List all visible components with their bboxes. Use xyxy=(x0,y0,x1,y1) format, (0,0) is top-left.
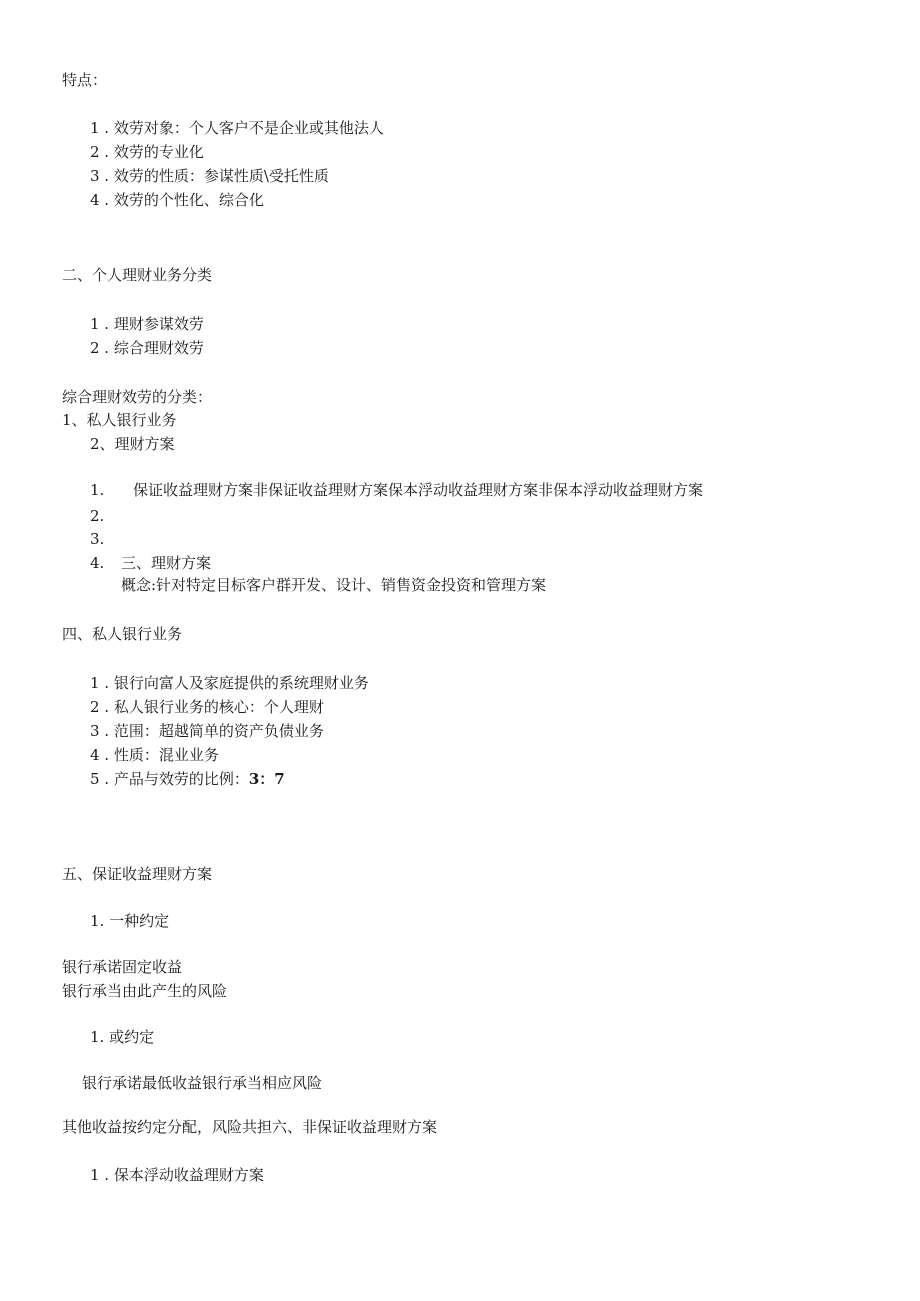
list-item: 4 . 性质：混业业务 xyxy=(90,746,219,764)
list-item: 3 . 效劳的性质：参谋性质\受托性质 xyxy=(90,167,329,185)
section-heading: 四、私人银行业务 xyxy=(62,625,183,643)
list-item: 保证收益理财方案非保证收益理财方案保本浮动收益理财方案非保本浮动收益理财方案 xyxy=(133,481,704,499)
list-marker: 2. xyxy=(90,507,105,525)
list-item: 1 . 效劳对象：个人客户不是企业或其他法人 xyxy=(90,119,384,137)
list-marker: 4. xyxy=(90,554,105,572)
list-marker: 1. xyxy=(90,481,105,499)
list-item: 2、理财方案 xyxy=(90,435,175,453)
list-item: 3 . 范围：超越简单的资产负债业务 xyxy=(90,722,324,740)
list-item: 三、理财方案 xyxy=(121,554,212,572)
list-item xyxy=(90,769,285,789)
body-line: 银行承当由此产生的风险 xyxy=(62,982,228,1000)
list-item-text: 5 . 产品与效劳的比例： xyxy=(90,770,249,788)
features-heading: 特点： xyxy=(62,71,108,89)
body-line: 其他收益按约定分配，风险共担六、非保证收益理财方案 xyxy=(62,1118,438,1136)
ratio-value: 3：7 xyxy=(248,770,285,788)
list-item: 2 . 私人银行业务的核心：个人理财 xyxy=(90,698,324,716)
section-heading: 二、个人理财业务分类 xyxy=(62,266,213,284)
concept-line: 概念:针对特定目标客户群开发、设计、销售资金投资和管理方案 xyxy=(121,576,547,594)
list-item: 1 . 理财参谋效劳 xyxy=(90,315,204,333)
body-line: 银行承诺最低收益银行承当相应风险 xyxy=(82,1074,323,1092)
sub-heading: 1. 或约定 xyxy=(90,1028,155,1046)
list-item: 1、私人银行业务 xyxy=(62,411,177,429)
section-heading: 五、保证收益理财方案 xyxy=(62,865,213,883)
sub-heading: 1. 一种约定 xyxy=(90,912,170,930)
list-item: 2 . 综合理财效劳 xyxy=(90,339,204,357)
list-item: 2 . 效劳的专业化 xyxy=(90,143,204,161)
list-marker: 3. xyxy=(90,530,105,548)
list-item: 1 . 银行向富人及家庭提供的系统理财业务 xyxy=(90,674,369,692)
classification-heading: 综合理财效劳的分类： xyxy=(62,388,213,406)
list-item: 1 . 保本浮动收益理财方案 xyxy=(90,1166,264,1184)
list-item: 4 . 效劳的个性化、综合化 xyxy=(90,191,264,209)
body-line: 银行承诺固定收益 xyxy=(62,958,183,976)
